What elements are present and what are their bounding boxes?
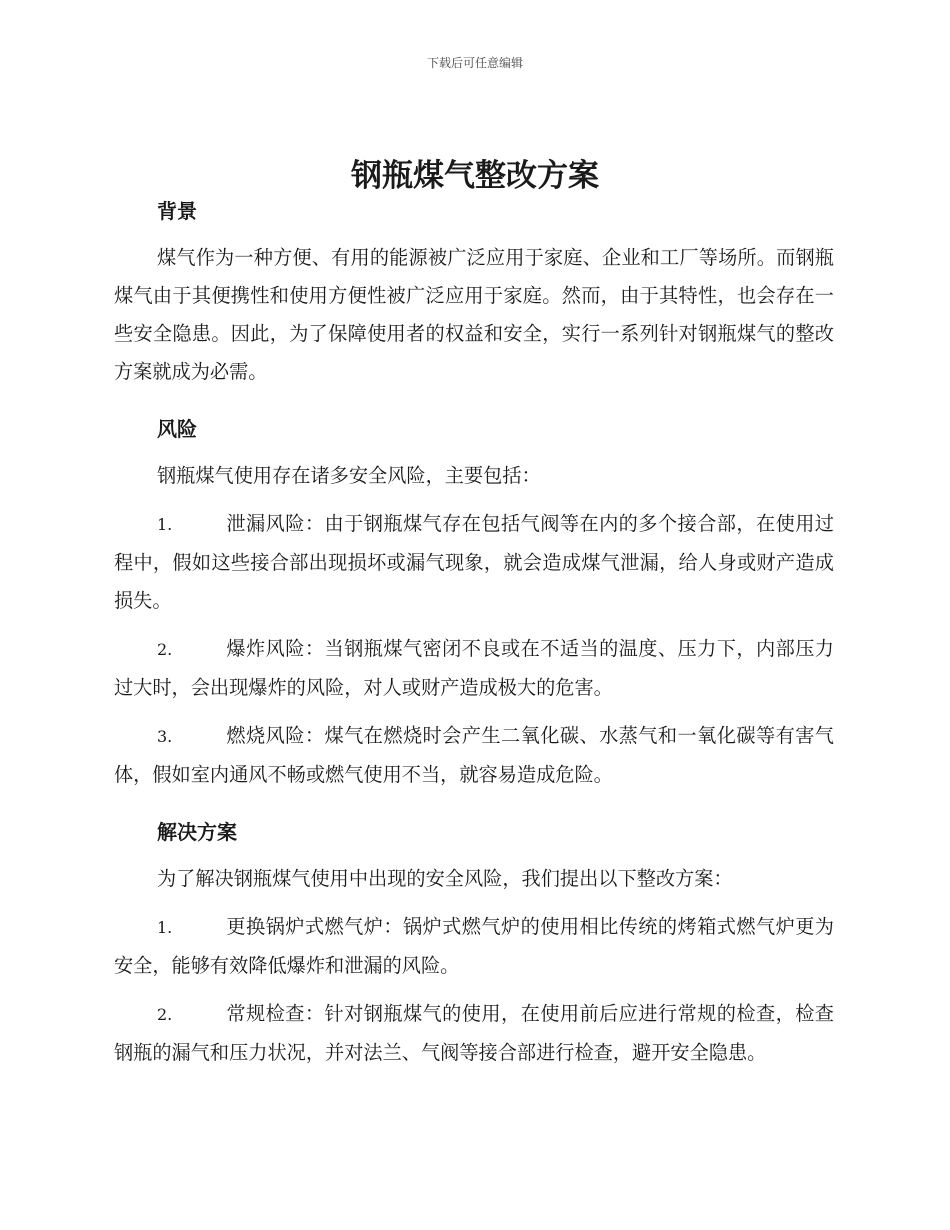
solution-intro-paragraph: 为了解决钢瓶煤气使用中出现的安全风险，我们提出以下整改方案： — [157, 867, 733, 890]
risk-list-item — [114, 505, 834, 620]
list-item-text: 泄漏风险：由于钢瓶煤气存在包括气阀等在内的多个接合部，在使用过程中，假如这些接合部出现损坏或漏气现象，就会造成煤气泄漏，给人身或财产造成损失。 — [114, 512, 834, 612]
header-note: 下载后可任意编辑 — [426, 56, 523, 70]
background-paragraph: 煤气作为一种方便、有用的能源被广泛应用于家庭、企业和工厂等场所。而钢瓶煤气由于其便携性和使用方便性被广泛应用于家庭。然而，由于其特性，也会存在一些安全隐患。因此，为了保障使用者的权益和安全，实行一系列针对钢瓶煤气的整改方案就成为必需。 — [114, 246, 834, 383]
risk-intro-paragraph: 钢瓶煤气使用存在诸多安全风险，主要包括： — [157, 464, 541, 487]
page-title: 钢瓶煤气整改方案 — [351, 158, 599, 194]
risk-list-item — [114, 630, 834, 707]
list-number: 1. — [157, 515, 173, 534]
list-item-text: 燃烧风险：煤气在燃烧时会产生二氧化碳、水蒸气和一氧化碳等有害气体，假如室内通风不畅或燃气使用不当，就容易造成危险。 — [114, 724, 834, 786]
list-item-text: 爆炸风险：当钢瓶煤气密闭不良或在不适当的温度、压力下，内部压力过大时，会出现爆炸的风险，对人或财产造成极大的危害。 — [114, 637, 834, 699]
list-number: 2. — [157, 640, 173, 659]
solution-list-item — [114, 995, 834, 1072]
section-heading-solution: 解决方案 — [157, 820, 237, 844]
list-number: 3. — [157, 727, 173, 746]
document-body — [114, 193, 834, 1072]
list-number: 2. — [157, 1005, 173, 1024]
solution-list-item — [114, 908, 834, 985]
section-heading-risk: 风险 — [157, 417, 197, 441]
section-heading-background: 背景 — [157, 199, 197, 223]
risk-list-item — [114, 717, 834, 794]
list-item-text: 常规检查：针对钢瓶煤气的使用，在使用前后应进行常规的检查，检查钢瓶的漏气和压力状况，并对法兰、气阀等接合部进行检查，避开安全隐患。 — [114, 1002, 834, 1064]
list-number: 1. — [157, 918, 173, 937]
list-item-text: 更换锅炉式燃气炉：锅炉式燃气炉的使用相比传统的烤箱式燃气炉更为安全，能够有效降低爆炸和泄漏的风险。 — [114, 915, 834, 977]
